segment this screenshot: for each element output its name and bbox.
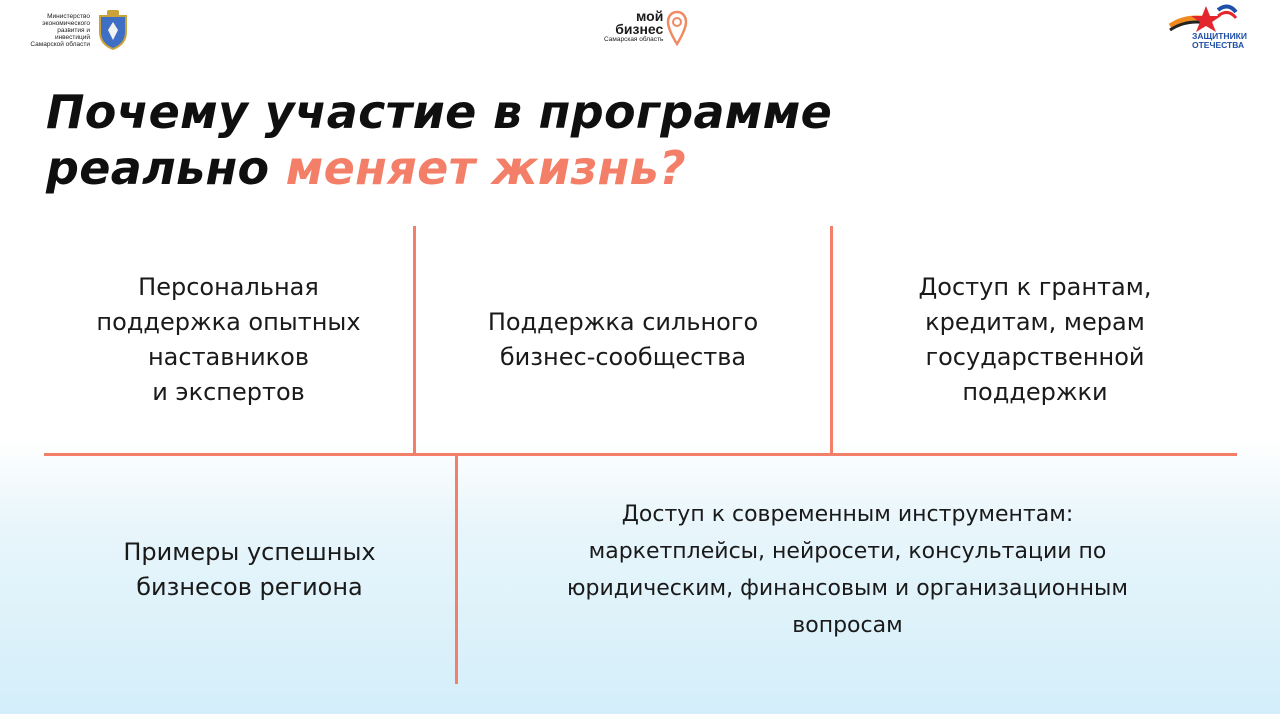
ministry-name [22, 13, 90, 48]
benefit-line: Персональная [138, 272, 319, 301]
biz-word-1: мой [635, 8, 664, 24]
defenders-logo [1168, 4, 1258, 56]
benefit-line: Примеры успешных [123, 538, 376, 566]
star-ribbon-icon [1168, 4, 1258, 34]
benefit-tools [458, 456, 1237, 684]
defenders-line: ЗАЩИТНИКИ [1192, 31, 1247, 41]
benefit-line: кредитам, мерам [925, 307, 1145, 336]
benefit-line: наставников [147, 342, 310, 371]
benefit-line: поддержка опытных [96, 307, 361, 336]
ministry-line: экономического [42, 19, 90, 27]
benefit-line: маркетплейсы, нейросети, консультации по [588, 539, 1107, 564]
title-line-2 [46, 140, 832, 196]
ministry-line: Самарской области [30, 40, 90, 48]
defenders-line: ОТЕЧЕСТВА [1192, 40, 1245, 50]
title-line-1: Почему участие в программе [46, 85, 833, 139]
page-title [46, 84, 832, 196]
moy-biznes-logo [604, 10, 688, 46]
defenders-name [1192, 32, 1247, 50]
biz-word-2: бизнес [615, 21, 664, 37]
benefit-line: бизнес-сообщества [499, 342, 747, 371]
benefit-examples [44, 456, 455, 684]
benefit-line: юридическим, финансовым и организационным [566, 576, 1128, 601]
benefit-line: Поддержка сильного [487, 307, 759, 336]
location-pin-icon [666, 10, 688, 46]
benefit-line: бизнесов региона [136, 573, 363, 601]
benefit-community [416, 226, 830, 453]
benefit-line: поддержки [962, 377, 1108, 406]
ministry-logo [22, 10, 130, 50]
benefit-line: и экспертов [152, 377, 305, 406]
title-plain: реально [46, 141, 286, 195]
coat-of-arms-icon [96, 10, 130, 50]
title-accent: меняет жизнь? [285, 141, 686, 195]
benefit-line: государственной [925, 342, 1145, 371]
biz-region: Самарская область [604, 36, 664, 43]
benefit-line: Доступ к современным инструментам: [621, 502, 1074, 527]
benefit-grants [833, 226, 1237, 453]
ministry-line: Министерство [47, 12, 90, 20]
benefit-mentors [44, 226, 413, 453]
benefit-line: Доступ к грантам, [918, 272, 1152, 301]
ministry-line: развития и инвестиций [54, 26, 90, 41]
benefit-line: вопросам [792, 613, 903, 638]
